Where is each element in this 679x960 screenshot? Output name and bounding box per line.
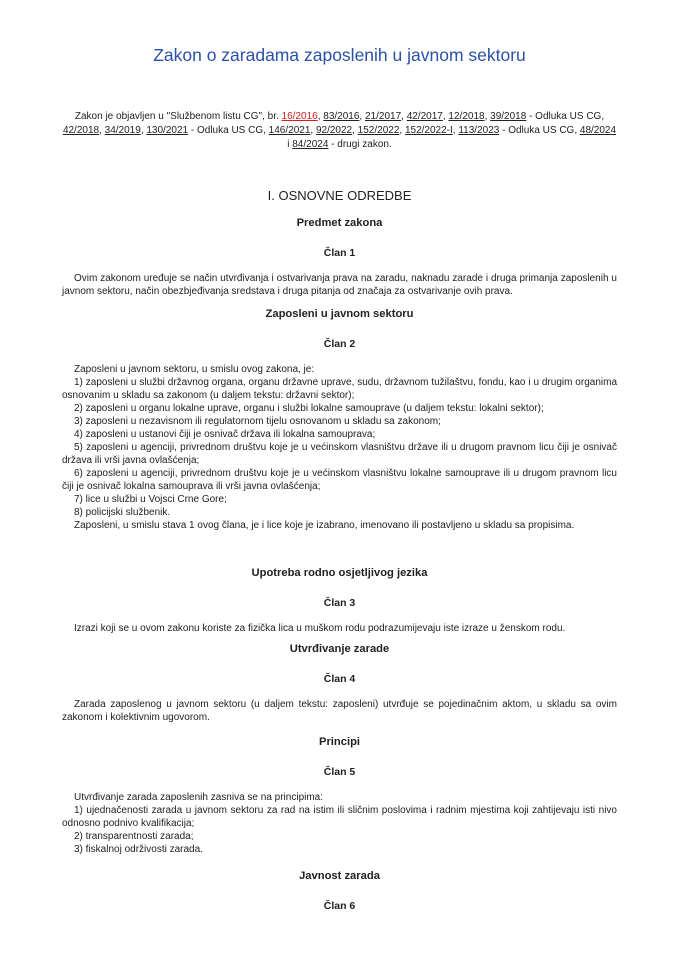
article-4-body	[62, 698, 617, 724]
article-1-number: Član 1	[323, 247, 356, 259]
gazette-separator: ,	[140, 125, 147, 136]
gazette-separator: - Odluka US CG,	[188, 125, 269, 136]
publication-note	[62, 110, 617, 152]
heading-utvrdjivanje: Utvrđivanje zarade	[289, 643, 390, 655]
article-2-para: Zaposleni, u smislu stava 1 ovog člana, je i lice koje je izabrano, imenovano ili postavljeno u skladu sa propisima.	[74, 520, 575, 531]
gazette-separator: ,	[399, 125, 405, 136]
gazette-link[interactable]: 16/2016	[281, 111, 318, 122]
gazette-link[interactable]: 48/2024	[579, 125, 617, 136]
article-2-item: 8) policijski službenik.	[74, 507, 171, 518]
article-5-number: Član 5	[323, 766, 356, 778]
article-2-item: 7) lice u službi u Vojsci Crne Gore;	[74, 494, 227, 505]
gazette-separator: ,	[484, 111, 491, 122]
gazette-link[interactable]: 12/2018	[448, 111, 485, 122]
article-4-number: Član 4	[323, 673, 356, 685]
gazette-link[interactable]: 146/2021	[268, 125, 311, 136]
heading-zaposleni: Zaposleni u javnom sektoru	[265, 308, 414, 320]
gazette-link[interactable]: 92/2022	[315, 125, 353, 136]
article-6-number: Član 6	[323, 900, 356, 912]
gazette-separator: - Odluka US CG,	[499, 125, 580, 136]
article-2-item: 3) zaposleni u nezavisnom ili regulatornom tijelu osnovanom u skladu sa zakonom;	[74, 416, 441, 427]
publication-prefix: Zakon je objavljen u "Službenom listu CG", br.	[74, 111, 282, 122]
article-2-item: 5) zaposleni u agenciji, privrednom društvu koje je u većinskom vlasništvu države ili u drugom pravnom licu čiji je osnivač država ili vrši javna ovlašćenja;	[62, 442, 617, 466]
article-5-para: Utvrđivanje zarada zaposlenih zasniva se na principima:	[74, 792, 324, 803]
section-heading: I. OSNOVNE ODREDBE	[267, 188, 412, 203]
gazette-link[interactable]: 83/2016	[323, 111, 360, 122]
article-5-item: 3) fiskalnoj održivosti zarada.	[74, 844, 203, 855]
heading-rodno: Upotreba rodno osjetljivog jezika	[251, 567, 428, 579]
article-2-body	[62, 363, 617, 532]
gazette-link[interactable]: 42/2018	[62, 125, 100, 136]
article-1-body	[62, 272, 617, 298]
article-5-item: 1) ujednačenosti zarada u javnom sektoru za rad na istim ili sličnim poslovima i radnim mjestima koji zahtijevaju isti nivo odnosno podnivo kvalifikacija;	[62, 805, 617, 829]
gazette-separator: ,	[452, 125, 459, 136]
gazette-separator: ,	[359, 111, 365, 122]
gazette-link[interactable]: 34/2019	[104, 125, 141, 136]
gazette-link[interactable]: 21/2017	[364, 111, 402, 122]
gazette-separator: ,	[442, 111, 449, 122]
document-title: Zakon o zaradama zaposlenih u javnom sektoru	[153, 45, 526, 65]
gazette-separator: - Odluka US CG,	[526, 111, 605, 122]
heading-principi: Principi	[318, 736, 361, 748]
gazette-link[interactable]: 113/2023	[458, 125, 500, 136]
gazette-separator: i	[287, 139, 293, 150]
article-2-item: 6) zaposleni u agenciji, privrednom društvu koje je u većinskom vlasništvu lokalne samouprave ili u drugom pravnom licu čiji je osnivač lokalna samouprava ili vrši javna ovlašćenja;	[62, 468, 617, 492]
gazette-link[interactable]: 130/2021	[146, 125, 189, 136]
article-2-item: 2) zaposleni u organu lokalne uprave, organu i službi lokalne samouprave (u daljem tekstu: lokalni sektor);	[74, 403, 544, 414]
gazette-link[interactable]: 152/2022-I	[404, 125, 453, 136]
article-1-text: Ovim zakonom uređuje se način utvrđivanja i ostvarivanja prava na zaradu, naknadu zarade i druga primanja zaposlenih u javnom sektoru, način obezbjeđivanja sredstava i druga pitanja od značaja za ostvarivanje ovih prava.	[62, 273, 617, 297]
gazette-link[interactable]: 84/2024	[292, 139, 329, 150]
article-2-para: Zaposleni u javnom sektoru, u smislu ovog zakona, je:	[74, 364, 315, 375]
article-5-body	[62, 791, 617, 856]
article-2-number: Član 2	[323, 338, 356, 350]
article-4-text: Zarada zaposlenog u javnom sektoru (u daljem tekstu: zaposleni) utvrđuje se pojedinačnim aktom, u skladu sa ovim zakonom i kolektivnim ugovorom.	[62, 699, 617, 723]
gazette-separator: ,	[401, 111, 407, 122]
gazette-separator: - drugi zakon.	[328, 139, 392, 150]
article-2-item: 1) zaposleni u službi državnog organa, organu državne uprave, sudu, državnom tužilaštvu, fondu, kao i u drugim organima osnovanim u skladu sa zakonom (u daljem tekstu: državni sektor);	[62, 377, 617, 401]
article-3-number: Član 3	[323, 597, 356, 609]
gazette-separator: ,	[99, 125, 105, 136]
article-5-item: 2) transparentnosti zarada;	[74, 831, 194, 842]
gazette-link[interactable]: 42/2017	[406, 111, 443, 122]
article-2-item: 4) zaposleni u ustanovi čiji je osnivač država ili lokalna samouprava;	[74, 429, 376, 440]
heading-javnost: Javnost zarada	[299, 870, 380, 882]
article-3-body	[62, 622, 617, 635]
article-3-text: Izrazi koji se u ovom zakonu koriste za fizička lica u muškom rodu podrazumijevaju iste izraze u ženskom rodu.	[74, 623, 566, 634]
heading-predmet: Predmet zakona	[296, 217, 383, 229]
gazette-separator: ,	[352, 125, 358, 136]
gazette-link[interactable]: 152/2022	[357, 125, 400, 136]
gazette-separator: ,	[317, 111, 324, 122]
gazette-link[interactable]: 39/2018	[490, 111, 527, 122]
gazette-separator: ,	[310, 125, 316, 136]
